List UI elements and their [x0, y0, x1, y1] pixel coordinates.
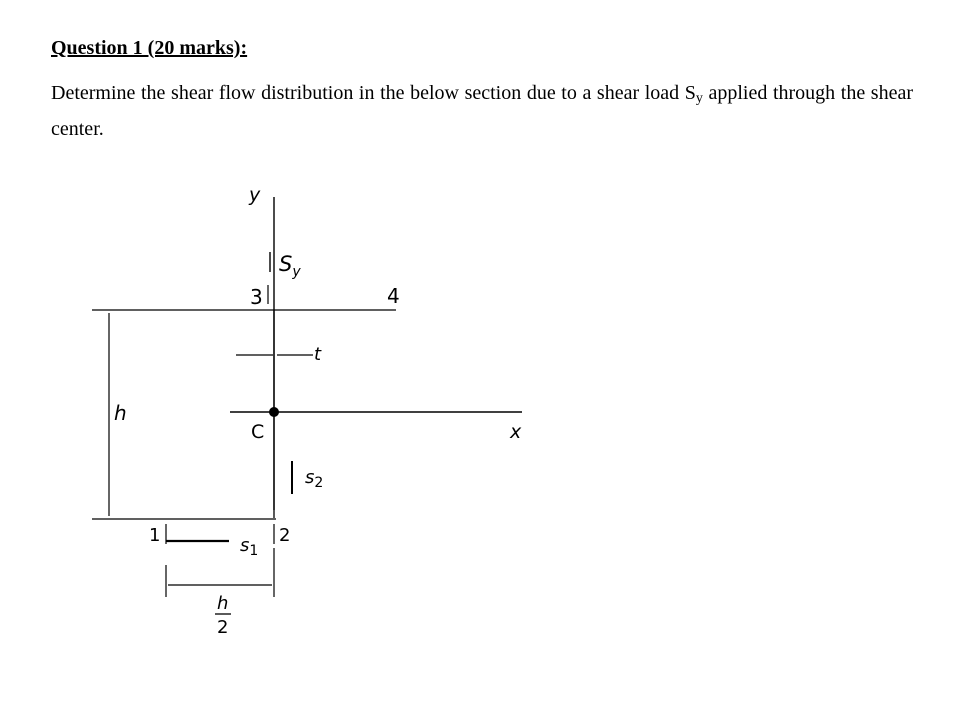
flange-width-numerator: h	[217, 593, 229, 614]
centroid-point	[269, 407, 279, 417]
question-text-part-2: applied through the shear center.	[51, 82, 913, 140]
thickness-label: t	[314, 344, 322, 365]
s1-subscript: 1	[249, 543, 259, 559]
centroid-label: C	[251, 421, 265, 443]
s1-symbol: s	[240, 535, 250, 556]
height-label: h	[114, 401, 127, 425]
s2-subscript: 2	[314, 475, 324, 491]
shear-load-label-subscript: y	[292, 264, 301, 280]
shear-load-subscript: y	[695, 91, 703, 106]
flange-width-denominator: 2	[217, 617, 229, 638]
x-axis-label: x	[510, 421, 522, 443]
s1-label	[240, 535, 258, 559]
s2-label	[305, 467, 323, 491]
shear-load-label	[279, 252, 301, 280]
s2-symbol: s	[305, 467, 315, 488]
y-axis-label: y	[249, 184, 261, 206]
shear-load-symbol: S	[279, 252, 293, 276]
point-3-label: 3	[250, 285, 263, 309]
point-2-label: 2	[279, 525, 291, 546]
question-text-part-1: Determine the shear flow distribution in the below section due to a shear load S	[51, 82, 696, 104]
point-1-label: 1	[149, 525, 161, 546]
question-heading: Question 1 (20 marks):	[51, 37, 248, 59]
point-4-label: 4	[387, 284, 400, 308]
